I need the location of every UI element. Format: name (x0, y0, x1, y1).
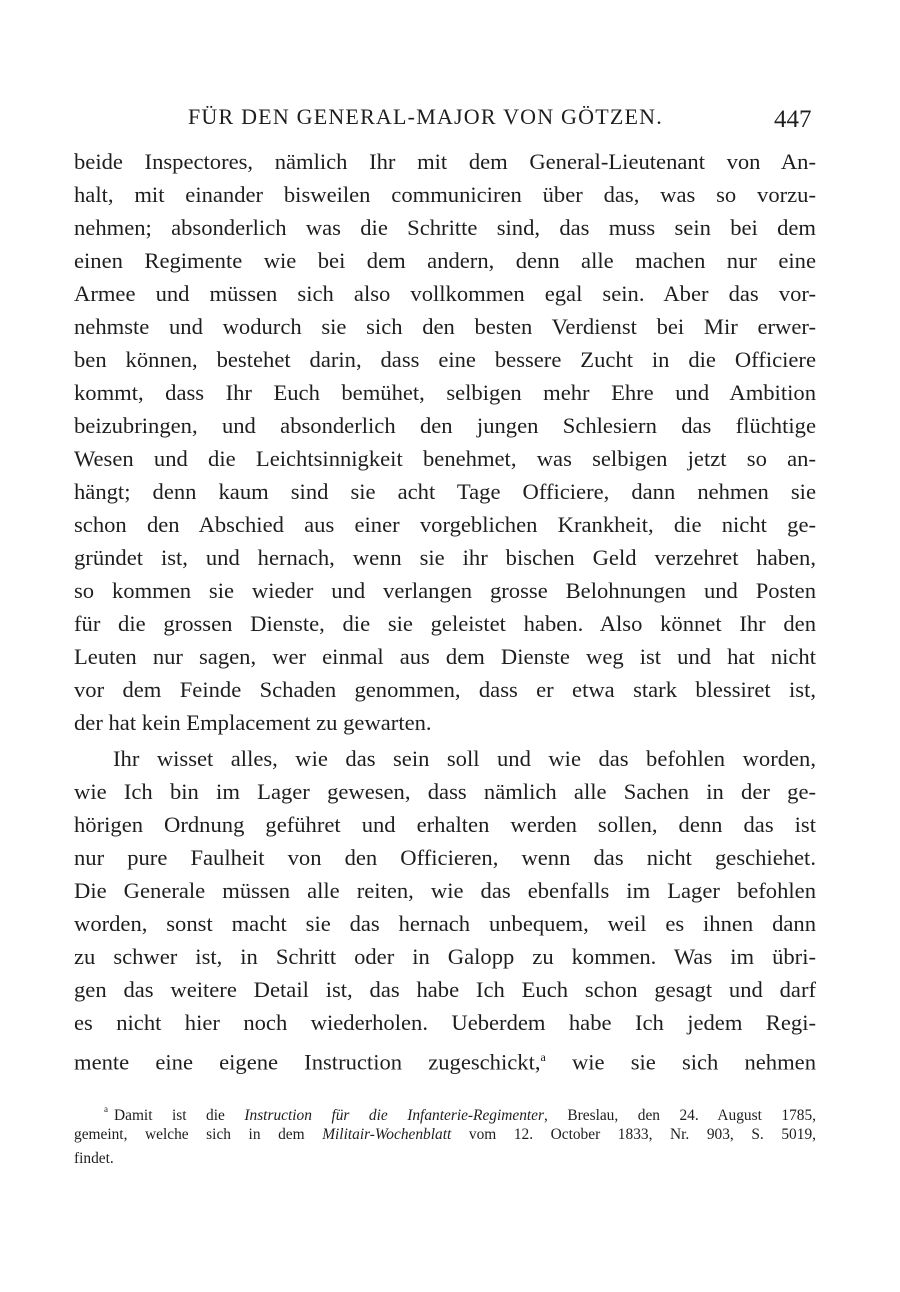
body-line-last-text: mente eine eigene Instruction zugeschickt, (74, 1049, 541, 1075)
body-line: nehmste und wodurch sie sich den besten Verdienst bei Mir erwer- (74, 314, 816, 339)
body-line: kommt, dass Ihr Euch bemühet, selbigen mehr Ehre und Ambition (74, 380, 816, 405)
body-line: einen Regimente wie bei dem andern, denn alle machen nur eine (74, 248, 816, 273)
body-line: so kommen sie wieder und verlangen grosse Belohnungen und Posten (74, 578, 816, 603)
footnote-line-1-b: , Breslau, den 24. August 1785, (544, 1107, 817, 1125)
body-line: es nicht hier noch wiederholen. Ueberdem habe Ich jedem Regi- (74, 1010, 816, 1035)
body-line: wie Ich bin im Lager gewesen, dass nämlich alle Sachen in der ge- (74, 779, 816, 804)
body-line: schon den Abschied aus einer vorgeblichen Krankheit, die nicht ge- (74, 512, 816, 537)
footnote-line-2-a: gemeint, welche sich in dem (74, 1126, 323, 1143)
body-line: beide Inspectores, nämlich Ihr mit dem General-Lieutenant von An- (74, 149, 816, 174)
body-line: Leuten nur sagen, wer einmal aus dem Dienste weg ist und hat nicht (74, 644, 816, 669)
running-title: FÜR DEN GENERAL-MAJOR VON GÖTZEN. (188, 104, 663, 129)
footnote-line-3: findet. (74, 1150, 114, 1167)
body-line: nehmen; absonderlich was die Schritte sind, das muss sein bei dem (74, 215, 816, 240)
footnote-line-1-a: Damit ist die (114, 1107, 245, 1125)
footnote-line-2-title: Militair-Wochenblatt (322, 1126, 452, 1143)
page-number: 447 (774, 106, 812, 133)
body-line: gründet ist, und hernach, wenn sie ihr bischen Geld verzehret haben, (74, 545, 816, 570)
body-line: hörigen Ordnung geführet und erhalten werden sollen, denn das ist (74, 812, 816, 837)
body-line: der hat kein Emplacement zu gewarten. (74, 710, 432, 735)
footnote-reference: a (540, 1050, 546, 1064)
footnote-line-2-b: vom 12. October 1833, Nr. 903, S. 5019, (451, 1126, 816, 1143)
body-line: Ihr wisset alles, wie das sein soll und wie das befohlen worden, (113, 746, 816, 771)
body-line: nur pure Faulheit von den Officieren, wenn das nicht geschiehet. (74, 845, 816, 870)
footnote-mark: a (104, 1104, 108, 1114)
body-line: zu schwer ist, in Schritt oder in Galopp zu kommen. Was im übri- (74, 944, 816, 969)
body-line: beizubringen, und absonderlich den jungen Schlesiern das flüchtige (74, 413, 816, 438)
body-line: Wesen und die Leichtsinnigkeit benehmet, was selbigen jetzt so an- (74, 446, 816, 471)
body-line: worden, sonst macht sie das hernach unbequem, weil es ihnen dann (74, 911, 816, 936)
body-line: vor dem Feinde Schaden genommen, dass er etwa stark blessiret ist, (74, 677, 816, 702)
footnote-line-1-title: Instruction für die Infanterie-Regimenter (244, 1107, 544, 1125)
body-line: Die Generale müssen alle reiten, wie das ebenfalls im Lager befohlen (74, 878, 816, 903)
body-line-last-tail: wie sie sich nehmen (545, 1049, 816, 1075)
body-line: für die grossen Dienste, die sie geleistet haben. Also könnet Ihr den (74, 611, 816, 636)
body-line: hängt; denn kaum sind sie acht Tage Officiere, dann nehmen sie (74, 479, 816, 504)
body-line: halt, mit einander bisweilen communiciren über das, was so vorzu- (74, 182, 816, 207)
body-line: gen das weitere Detail ist, das habe Ich Euch schon gesagt und darf (74, 977, 816, 1002)
footnote-line-2 (74, 1124, 816, 1146)
footnote-line-1 (74, 1100, 817, 1125)
body-line: Armee und müssen sich also vollkommen egal sein. Aber das vor- (74, 281, 816, 306)
page-header (0, 100, 900, 140)
body-line-last (74, 1041, 816, 1074)
body-line: ben können, bestehet darin, dass eine bessere Zucht in die Officiere (74, 347, 816, 372)
